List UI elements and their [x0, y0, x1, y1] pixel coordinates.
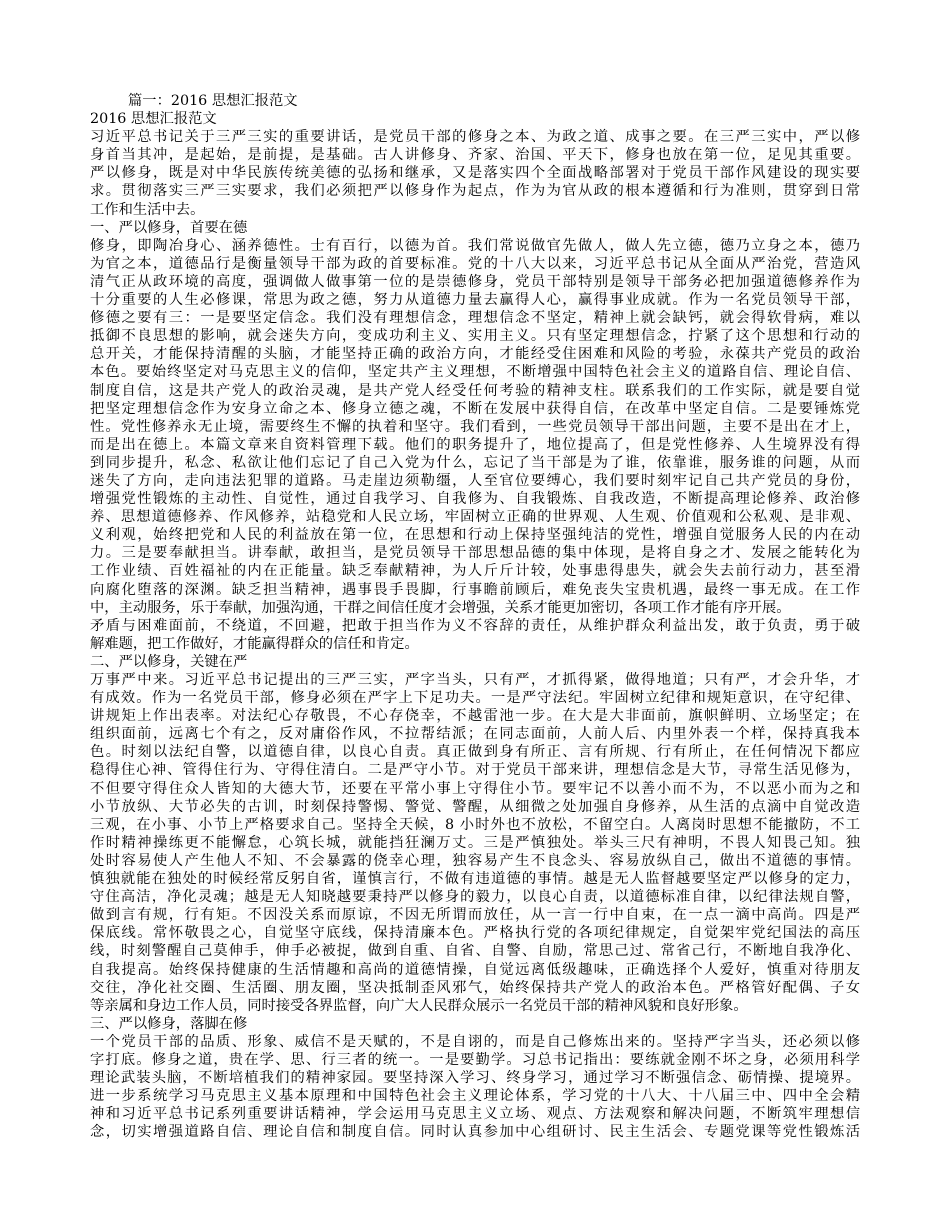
- intro-paragraph: [90, 128, 860, 218]
- text-line: 向腐化堕落的深渊。缺乏担当精神，遇事畏手畏脚，行事瞻前顾后，难免丧失宝贵机遇，最终一事无成。在工作: [90, 581, 860, 598]
- text-line: 作时精神操练更不能懈怠，心筑长城，就能挡狂澜万丈。三是严慎独处。举头三尺有神明，不畏人知畏己知。独: [90, 834, 860, 851]
- text-line: 十分重要的人生必修课，常思为政之德，努力从道德力量去赢得人心，赢得事业成就。作为一名党员领导干部，: [90, 292, 860, 309]
- section-heading: 一、严以修身，首要在德: [90, 219, 248, 236]
- text-line: 理论武装头脑，不断培植我们的精神家园。要坚持深入学习、终身学习，通过学习不断强信念、砺情操、提境界。: [90, 1070, 860, 1087]
- text-line: 组织面前，远离七个有之，反对庸俗作风，不拉帮结派；在同志面前，人前人后、内里外表一个样，保持真我本: [90, 726, 860, 743]
- text-line: 中，主动服务，乐于奉献，加强沟通，干群之间信任度才会增强，关系才能更加密切，各项工作才能有序开展。: [90, 599, 791, 616]
- text-line: 小节放纵、大节必失的古训，时刻保持警惕、警觉、警醒，从细微之处加强自身修养，从生活的点滴中自觉改造: [90, 798, 860, 815]
- text-line: 字打底。修身之道，贵在学、思、行三者的统一。一是要勤学。习总书记指出：要练就金刚不坏之身，必须用科学: [90, 1051, 860, 1068]
- text-line: 守住高洁，净化灵魂；越是无人知晓越要秉持严以修身的毅力，以良心自责，以道德标准自律，以纪律法规自警，: [90, 889, 860, 906]
- section-3: [90, 1015, 860, 1142]
- text-line: 念，切实增强道路自信、理论自信和制度自信。同时认真参加中心组研讨、民主生活会、专题党课等党性锻炼活: [90, 1124, 860, 1141]
- text-line: 神和习近平总书记系列重要讲话精神，学会运用马克思主义立场、观点、方法观察和解决问题，不断筑牢理想信: [90, 1106, 860, 1123]
- section-heading: 二、严以修身，关键在严: [90, 653, 248, 670]
- text-line: 万事严中来。习近平总书记提出的三严三实，严字当头，只有严，才抓得紧，做得地道；只有严，才会升华，才: [90, 672, 860, 688]
- text-line: 而是出在德上。本篇文章来自资料管理下载。他们的职务提升了，地位提高了，但是党性修养、人生境界没有得: [90, 436, 860, 453]
- text-line: 讲规矩上作出表率。对法纪心存敬畏，不心存侥幸，不越雷池一步。在大是大非面前，旗帜鲜明、立场坚定；在: [90, 708, 860, 725]
- text-line: 色。时刻以法纪自警，以道德自律，以良心自责。真正做到身有所正、言有所规、行有所止，在任何情况下都应: [90, 744, 860, 761]
- section-heading: 三、严以修身，落脚在修: [90, 1015, 248, 1032]
- text-line: 到同步提升，私念、私欲让他们忘记了自己入党为什么，忘记了当干部是为了谁，依靠谁，服务谁的问题，从而: [90, 454, 860, 471]
- text-line: 总开关，才能保持清醒的头脑，才能坚持正确的政治方向，才能经受住困难和风险的考验，永葆共产党员的政治: [90, 346, 860, 363]
- text-line: 处时容易使人产生他人不知、不会暴露的侥幸心理，独容易产生不良念头、容易放纵自己，做出不道德的事情。: [90, 852, 860, 869]
- text-line: 为官之本，道德品行是衡量领导干部为政的首要标准。党的十八大以来，习近平总书记从全面从严治党，营造风: [90, 255, 860, 272]
- text-line: 修身，即陶冶身心、涵养德性。士有百行，以德为首。我们常说做官先做人，做人先立德，德乃立身之本，德乃: [90, 237, 860, 254]
- section-2: [90, 653, 860, 1015]
- section-1: [90, 219, 860, 653]
- text-line: 身首当其冲，是起始，是前提，是基础。古人讲修身、齐家、治国、平天下，修身也放在第一位，足见其重要。: [90, 147, 860, 164]
- document-subtitle: 2016 思想汇报范文: [90, 111, 217, 128]
- text-line: 进一步系统学习马克思主义基本原理和中国特色社会主义理论体系，学习党的十八大、十八届三中、四中全会精: [90, 1088, 860, 1105]
- text-line: 严以修身，既是对中华民族传统美德的弘扬和继承，又是落实四个全面战略部署对于党员干部作风建设的现实要: [90, 165, 860, 182]
- text-line: 交往，净化社交圈、生活圈、朋友圈，坚决抵制歪风邪气，始终保持共产党人的政治本色。严格管好配偶、子女: [90, 979, 860, 996]
- text-line: 养、思想道德修养、作风修养，站稳党和人民立场，牢固树立正确的世界观、人生观、价值观和公私观、是非观、: [90, 509, 860, 526]
- text-line: 习近平总书记关于三严三实的重要讲话，是党员干部的修身之本、为政之道、成事之要。在三严三实中，严以修: [90, 129, 860, 146]
- text-line: 保底线。常怀敬畏之心，自觉坚守底线，保持清廉本色。严格执行党的各项纪律规定，自觉架牢党纪国法的高压: [90, 925, 860, 942]
- text-line: 义利观，始终把党和人民的利益放在第一位，在思想和行动上保持坚强纯洁的党性，增强自觉服务人民的内在动: [90, 527, 860, 544]
- text-line: 稳得住心神、管得住行为、守得住清白。二是严守小节。对于党员干部来讲，理想信念是大节，寻常生活见修为，: [90, 762, 860, 779]
- text-line: 制度自信，这是共产党人的政治灵魂，是共产党人经受任何考验的精神支柱。联系我们的工作实际，就是要自觉: [90, 382, 860, 399]
- text-line: 性。党性修养永无止境，需要终生不懈的执着和坚守。我们看到，一些党员领导干部出问题，主要不是出在才上，: [90, 418, 860, 435]
- text-line: 本色。要始终坚定对马克思主义的信仰，坚定共产主义理想，不断增强中国特色社会主义的道路自信、理论自信、: [90, 364, 860, 381]
- text-line: 工作业绩、百姓福祉的内在正能量。缺乏奉献精神，为人斤斤计较，处事患得患失，就会失去前行动力，甚至滑: [90, 563, 860, 580]
- text-line: 有成效。作为一名党员干部，修身必须在严字上下足功夫。一是严守法纪。牢固树立纪律和规矩意识，在守纪律、: [90, 690, 860, 707]
- text-line: 慎独就能在独处的时候经常反躬自省，谨慎言行，不做有违道德的事情。越是无人监督越要坚定严以修身的定力，: [90, 871, 860, 888]
- text-line: 解难题，把工作做好，才能赢得群众的信任和肯定。: [90, 635, 419, 652]
- text-line: 清气正从政环境的高度，强调做人做事第一位的是崇德修身，党员干部特别是领导干部务必把加强道德修养作为: [90, 273, 860, 290]
- text-line: 修德之要有三：一是要坚定信念。我们没有理想信念，理想信念不坚定，精神上就会缺钙，就会得软骨病，难以: [90, 310, 860, 327]
- text-line: 把坚定理想信念作为安身立命之本、修身立德之魂，不断在发展中获得自信，在改革中坚定自信。二是要锤炼党: [90, 400, 860, 417]
- document-title: 篇一：2016 思想汇报范文: [128, 93, 298, 109]
- text-line: 求。贯彻落实三严三实要求，我们必须把严以修身作为起点，作为为官从政的根本遵循和行为准则，贯穿到日常: [90, 183, 860, 200]
- text-line: 做到言有规，行有矩。不因没关系而原谅，不因无所谓而放任，从一言一行中自束，在一点一滴中高尚。四是严: [90, 907, 860, 924]
- text-line: 不但要守得住众人皆知的大德大节，还要在平常小事上守得住小节。要牢记不以善小而不为，不以恶小而为之和: [90, 780, 860, 797]
- text-line: 迷失了方向，走向违法犯罪的道路。马走崖边须勒缰，人至官位要缚心，我们要时刻牢记自己共产党员的身份，: [90, 472, 860, 489]
- text-line: 自我提高。始终保持健康的生活情趣和高尚的道德情操，自觉远离低级趣味，正确选择个人爱好，慎重对待朋友: [90, 961, 860, 978]
- text-line: 线，时刻警醒自己莫伸手，伸手必被捉，做到自重、自省、自警、自励，常思己过、常省己行，不断地自我净化、: [90, 943, 860, 960]
- text-line: 一个党员干部的品质、形象、威信不是天赋的，不是自诩的，而是自己修炼出来的。坚持严字当头，还必须以修: [90, 1033, 860, 1050]
- text-line: 三观，在小事、小节上严格要求自己。坚持全天候，8 小时外也不放松，不留空白。人离岗时思想不能撤防，不工: [90, 816, 860, 833]
- text-line: 工作和生活中去。: [90, 201, 205, 218]
- text-line: 增强党性锻炼的主动性、自觉性，通过自我学习、自我修为、自我锻炼、自我改造，不断提高理论修养、政治修: [90, 491, 860, 508]
- text-line: 等亲属和身边工作人员，同时接受各界监督，向广大人民群众展示一名党员干部的精神风貌和良好形象。: [90, 997, 748, 1014]
- text-line: 力。三是要奉献担当。讲奉献，敢担当，是党员领导干部思想品德的集中体现，是将自身之才、发展之能转化为: [90, 545, 860, 562]
- text-line: 矛盾与困难面前，不绕道，不回避，把敢于担当作为义不容辞的责任，从维护群众利益出发，敢于负责，勇于破: [90, 617, 860, 634]
- text-line: 抵御不良思想的影响，就会迷失方向，变成功利主义、实用主义。只有坚定理想信念，拧紧了这个思想和行动的: [90, 328, 860, 345]
